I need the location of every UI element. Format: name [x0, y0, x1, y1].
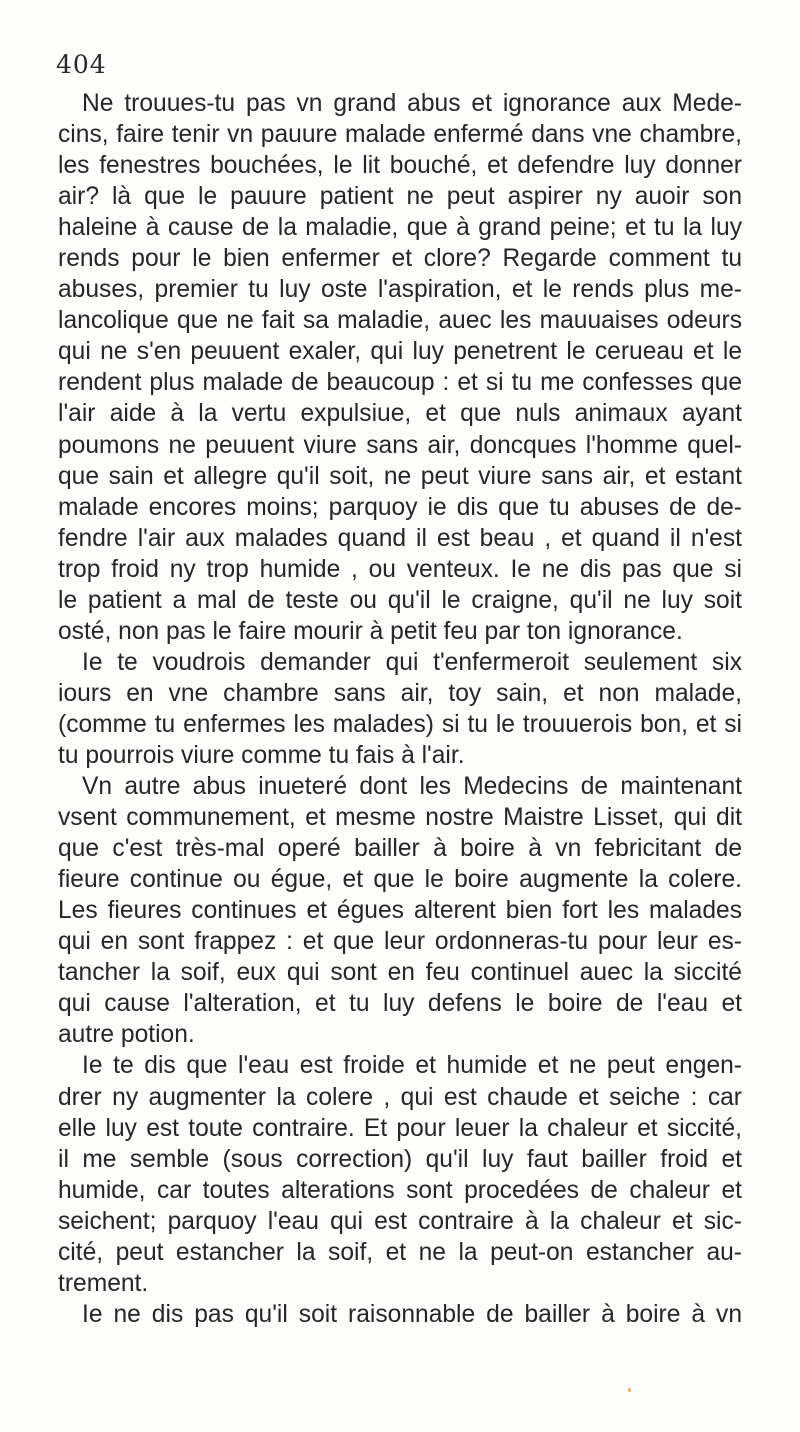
text-line: abuses, premier tu luy oste l'aspiration, et le rends plus me-: [58, 276, 742, 304]
text-line: qui cause l'alteration, et tu luy defens le boire de l'eau et: [58, 990, 742, 1018]
text-line: drer ny augmenter la colere , qui est chaude et seiche : car: [58, 1083, 742, 1111]
text-line: qui en sont frappez : et que leur ordonneras-tu pour leur es-: [58, 928, 742, 956]
text-line: trop froid ny trop humide , ou venteux. Ie ne dis pas que si: [58, 555, 742, 583]
text-line: lancolique que ne fait sa maladie, auec les mauuaises odeurs: [58, 307, 742, 335]
text-line: rendent plus malade de beaucoup : et si tu me confesses que: [58, 369, 742, 397]
text-line: Ie te voudrois demander qui t'enfermeroit seulement six: [82, 648, 742, 676]
text-line: Ie te dis que l'eau est froide et humide et ne peut engen-: [82, 1052, 742, 1080]
text-line: cité, peut estancher la soif, et ne la peut-on estancher au-: [58, 1238, 742, 1266]
text-line: le patient a mal de teste ou qu'il le craigne, qu'il ne luy soit: [58, 586, 742, 614]
text-line: iours en vne chambre sans air, toy sain, et non malade,: [58, 679, 742, 707]
text-line: les fenestres bouchées, le lit bouché, et defendre luy donner: [58, 152, 742, 180]
text-line: malade encores moins; parquoy ie dis que tu abuses de de-: [58, 493, 742, 521]
text-line: (comme tu enfermes les malades) si tu le trouuerois bon, et si: [58, 710, 742, 738]
text-line: fieure continue ou égue, et que le boire augmente la colere.: [58, 866, 742, 894]
page-number: 404: [56, 50, 107, 79]
text-line: haleine à cause de la maladie, que à grand peine; et tu la luy: [58, 214, 742, 242]
text-line: trement.: [58, 1269, 149, 1297]
text-line: que sain et allegre qu'il soit, ne peut viure sans air, et estant: [58, 462, 742, 490]
text-line: tu pourrois viure comme tu fais à l'air.: [58, 741, 465, 769]
text-line: il me semble (sous correction) qu'il luy faut bailler froid et: [58, 1145, 742, 1173]
paper-speck: [628, 1388, 631, 1392]
text-line: humide, car toutes alterations sont procedées de chaleur et: [58, 1176, 742, 1204]
text-line: elle luy est toute contraire. Et pour leuer la chaleur et siccité,: [58, 1114, 742, 1142]
text-line: que c'est très-mal operé bailler à boire à vn febricitant de: [58, 835, 742, 863]
text-line: tancher la soif, eux qui sont en feu continuel auec la siccité: [58, 959, 742, 987]
text-line: Ie ne dis pas qu'il soit raisonnable de bailler à boire à vn: [82, 1300, 742, 1328]
text-line: seichent; parquoy l'eau qui est contraire à la chaleur et sic-: [58, 1207, 742, 1235]
body-text: [58, 88, 742, 1330]
text-line: vsent communement, et mesme nostre Maistre Lisset, qui dit: [58, 804, 742, 832]
text-line: Vn autre abus inueteré dont les Medecins de maintenant: [82, 773, 742, 801]
text-line: qui ne s'en peuuent exaler, qui luy penetrent le cerueau et le: [58, 338, 742, 366]
text-line: Ne trouues-tu pas vn grand abus et ignorance aux Mede-: [82, 90, 742, 117]
text-line: rends pour le bien enfermer et clore? Regarde comment tu: [58, 245, 742, 273]
text-line: osté, non pas le faire mourir à petit feu par ton ignorance.: [58, 617, 683, 645]
text-line: poumons ne peuuent viure sans air, doncques l'homme quel-: [58, 431, 742, 459]
text-line: autre potion.: [58, 1021, 195, 1049]
text-line: fendre l'air aux malades quand il est beau , et quand il n'est: [58, 524, 742, 552]
text-line: air? là que le pauure patient ne peut aspirer ny auoir son: [58, 183, 742, 211]
text-line: cins, faire tenir vn pauure malade enfermé dans vne chambre,: [58, 121, 742, 149]
text-line: Les fieures continues et égues alterent bien fort les malades: [58, 897, 742, 925]
text-line: l'air aide à la vertu expulsiue, et que nuls animaux ayant: [58, 400, 742, 428]
